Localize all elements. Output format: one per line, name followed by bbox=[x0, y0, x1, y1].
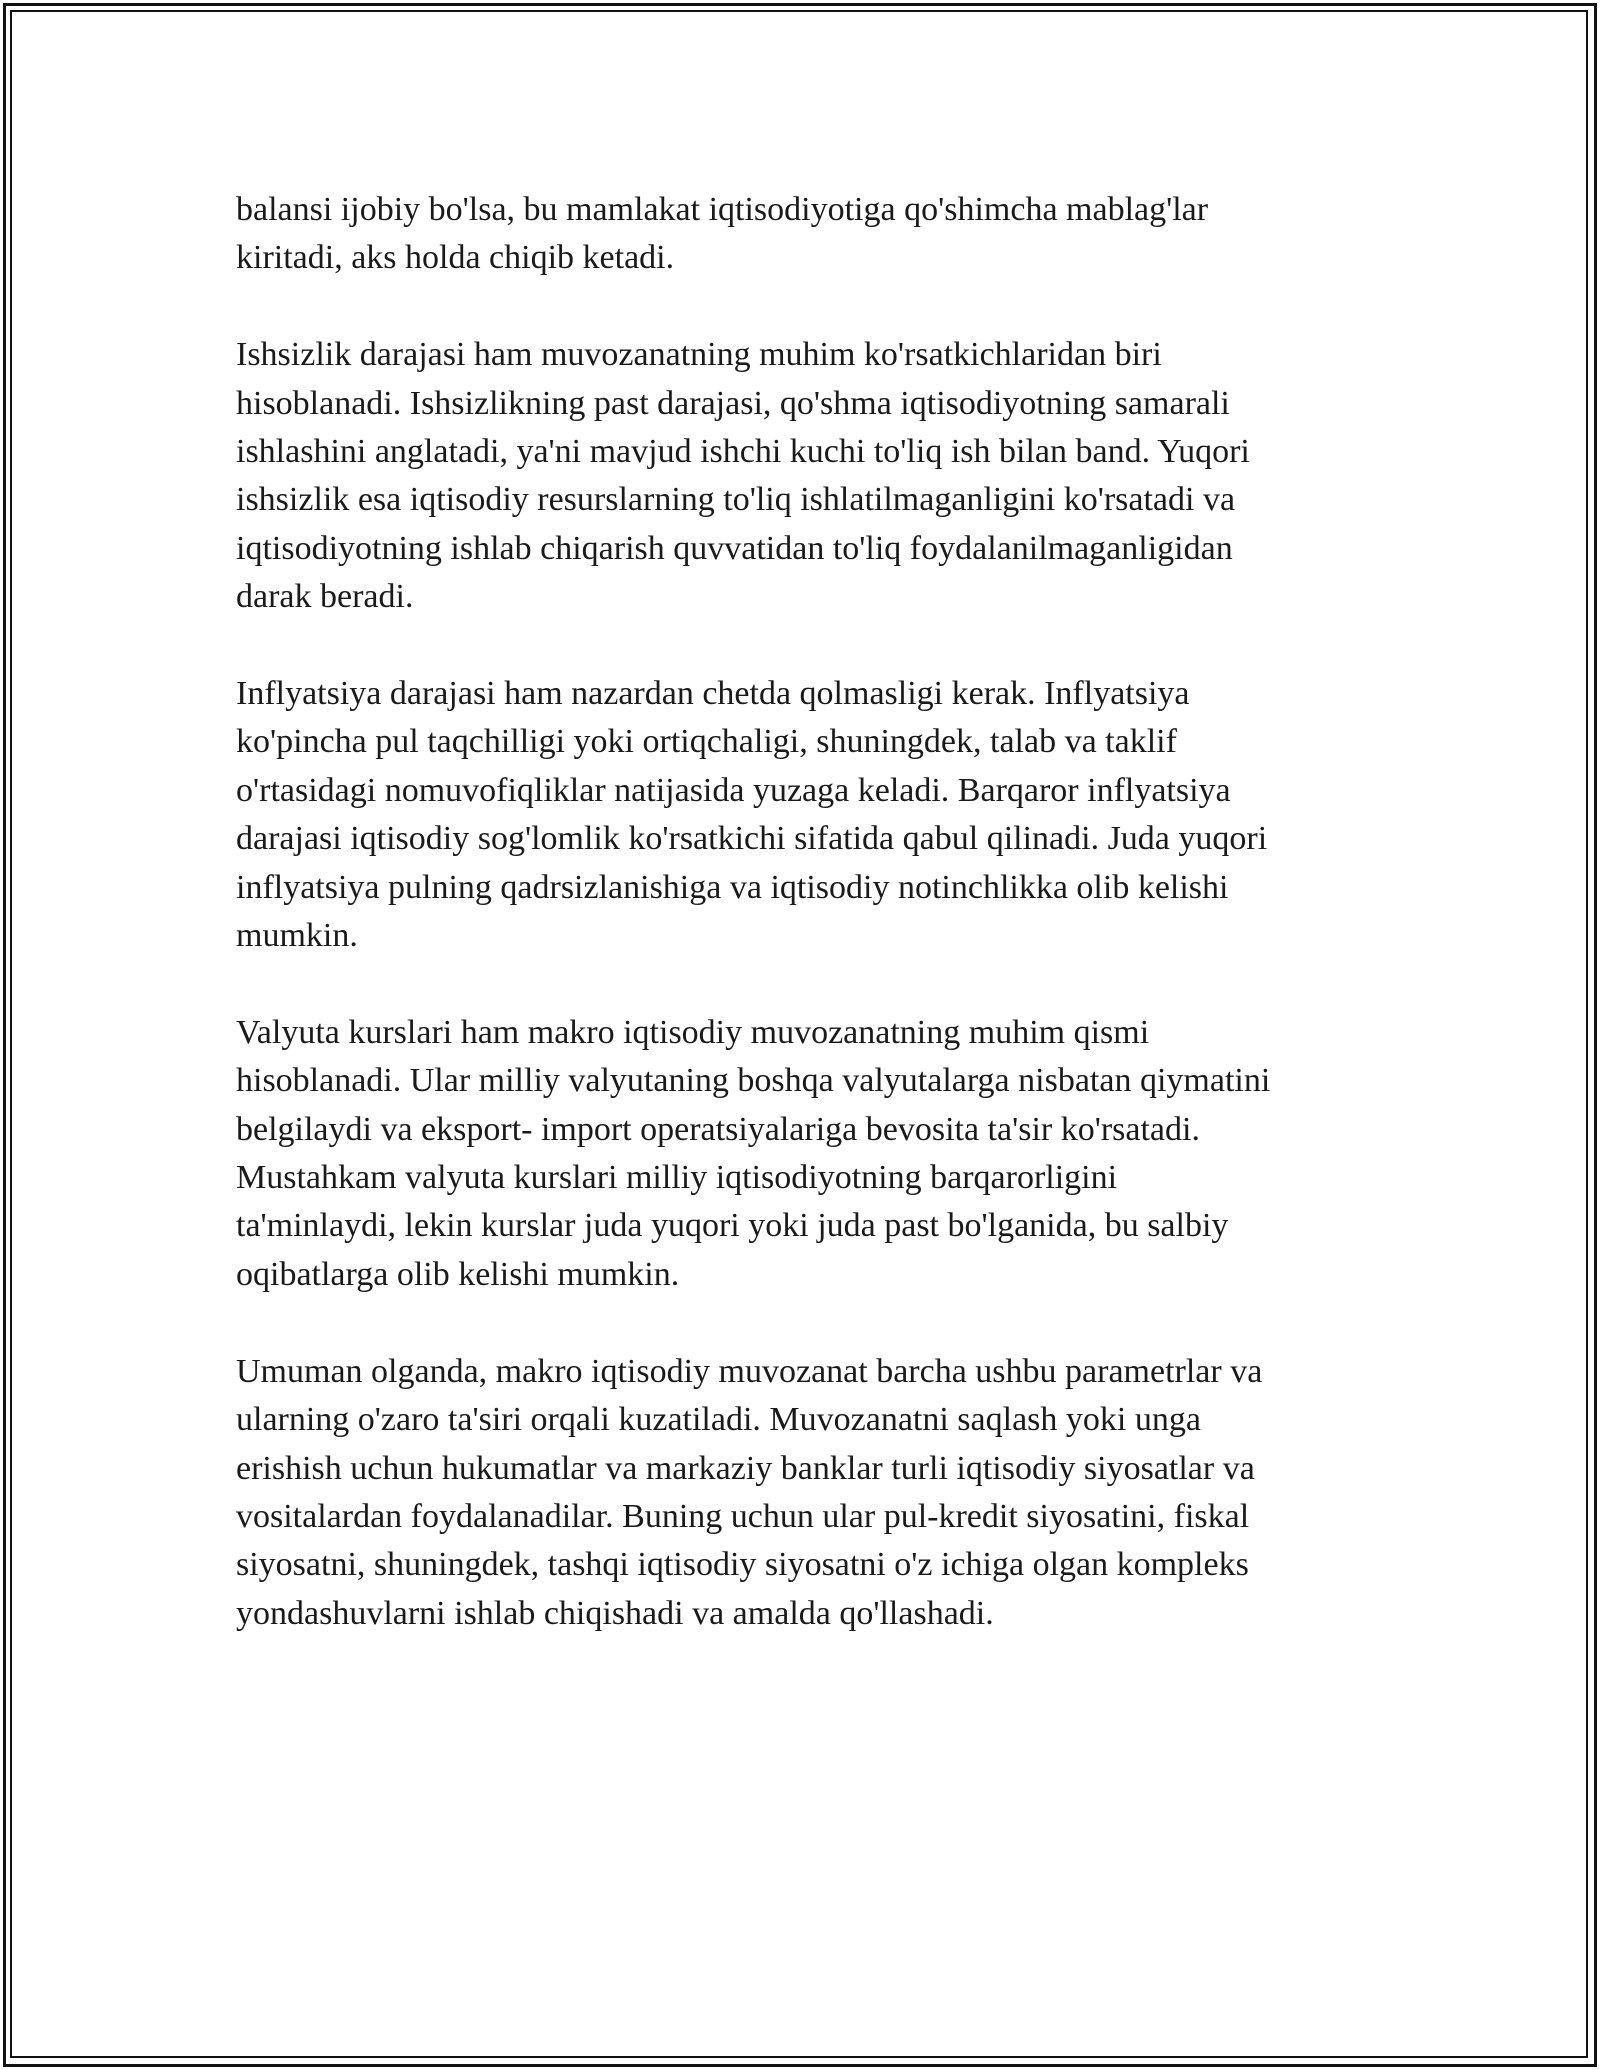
paragraph-exchange-rates: Valyuta kurslari ham makro iqtisodiy muvozanatning muhim qismi hisoblanadi. Ular milliy valyutaning boshqa valyutalarga nisbatan qiymatini belgilaydi va eksport- import operatsiyalariga bevosita ta'sir ko'rsatadi. Mustahkam valyuta kurslari milliy iqtisodiyotning barqarorligini ta'minlaydi, lekin kurslar juda yuqori yoki juda past bo'lganida, bu salbiy oqibatlarga olib kelishi mumkin. bbox=[236, 1013, 1271, 1293]
document-body bbox=[236, 186, 1376, 1638]
paragraph-balance: balansi ijobiy bo'lsa, bu mamlakat iqtisodiyotiga qo'shimcha mablag'lar kiritadi, aks holda chiqib ketadi. bbox=[236, 191, 1209, 277]
paragraph-inflation: Inflyatsiya darajasi ham nazardan chetda qolmasligi kerak. Inflyatsiya ko'pincha pul taqchilligi yoki ortiqchaligi, shuningdek, talab va taklif o'rtasidagi nomuvofiqliklar natijasida yuzaga keladi. Barqaror inflyatsiya darajasi iqtisodiy sog'lomlik ko'rsatkichi sifatida qabul qilinadi. Juda yuqori inflyatsiya pulning qadrsizlanishiga va iqtisodiy notinchlikka olib kelishi mumkin. bbox=[236, 675, 1268, 955]
paragraph-unemployment: Ishsizlik darajasi ham muvozanatning muhim ko'rsatkichlaridan biri hisoblanadi. Ishsizlikning past darajasi, qo'shma iqtisodiyotning samarali ishlashini anglatadi, ya'ni mavjud ishchi kuchi to'liq ish bilan band. Yuqori ishsizlik esa iqtisodiy resurslarning to'liq ishlatilmaganligini ko'rsatadi va iqtisodiyotning ishlab chiqarish quvvatidan to'liq foydalanilmaganligidan darak beradi. bbox=[236, 336, 1250, 616]
paragraph-conclusion: Umuman olganda, makro iqtisodiy muvozanat barcha ushbu parametrlar va ularning o'zaro ta'siri orqali kuzatiladi. Muvozanatni saqlash yoki unga erishish uchun hukumatlar va markaziy banklar turli iqtisodiy siyosatlar va vositalardan foydalanadilar. Buning uchun ular pul-kredit siyosatini, fiskal siyosatni, shuningdek, tashqi iqtisodiy siyosatni o'z ichiga olgan kompleks yondashuvlarni ishlab chiqishadi va amalda qo'llashadi. bbox=[236, 1352, 1263, 1632]
